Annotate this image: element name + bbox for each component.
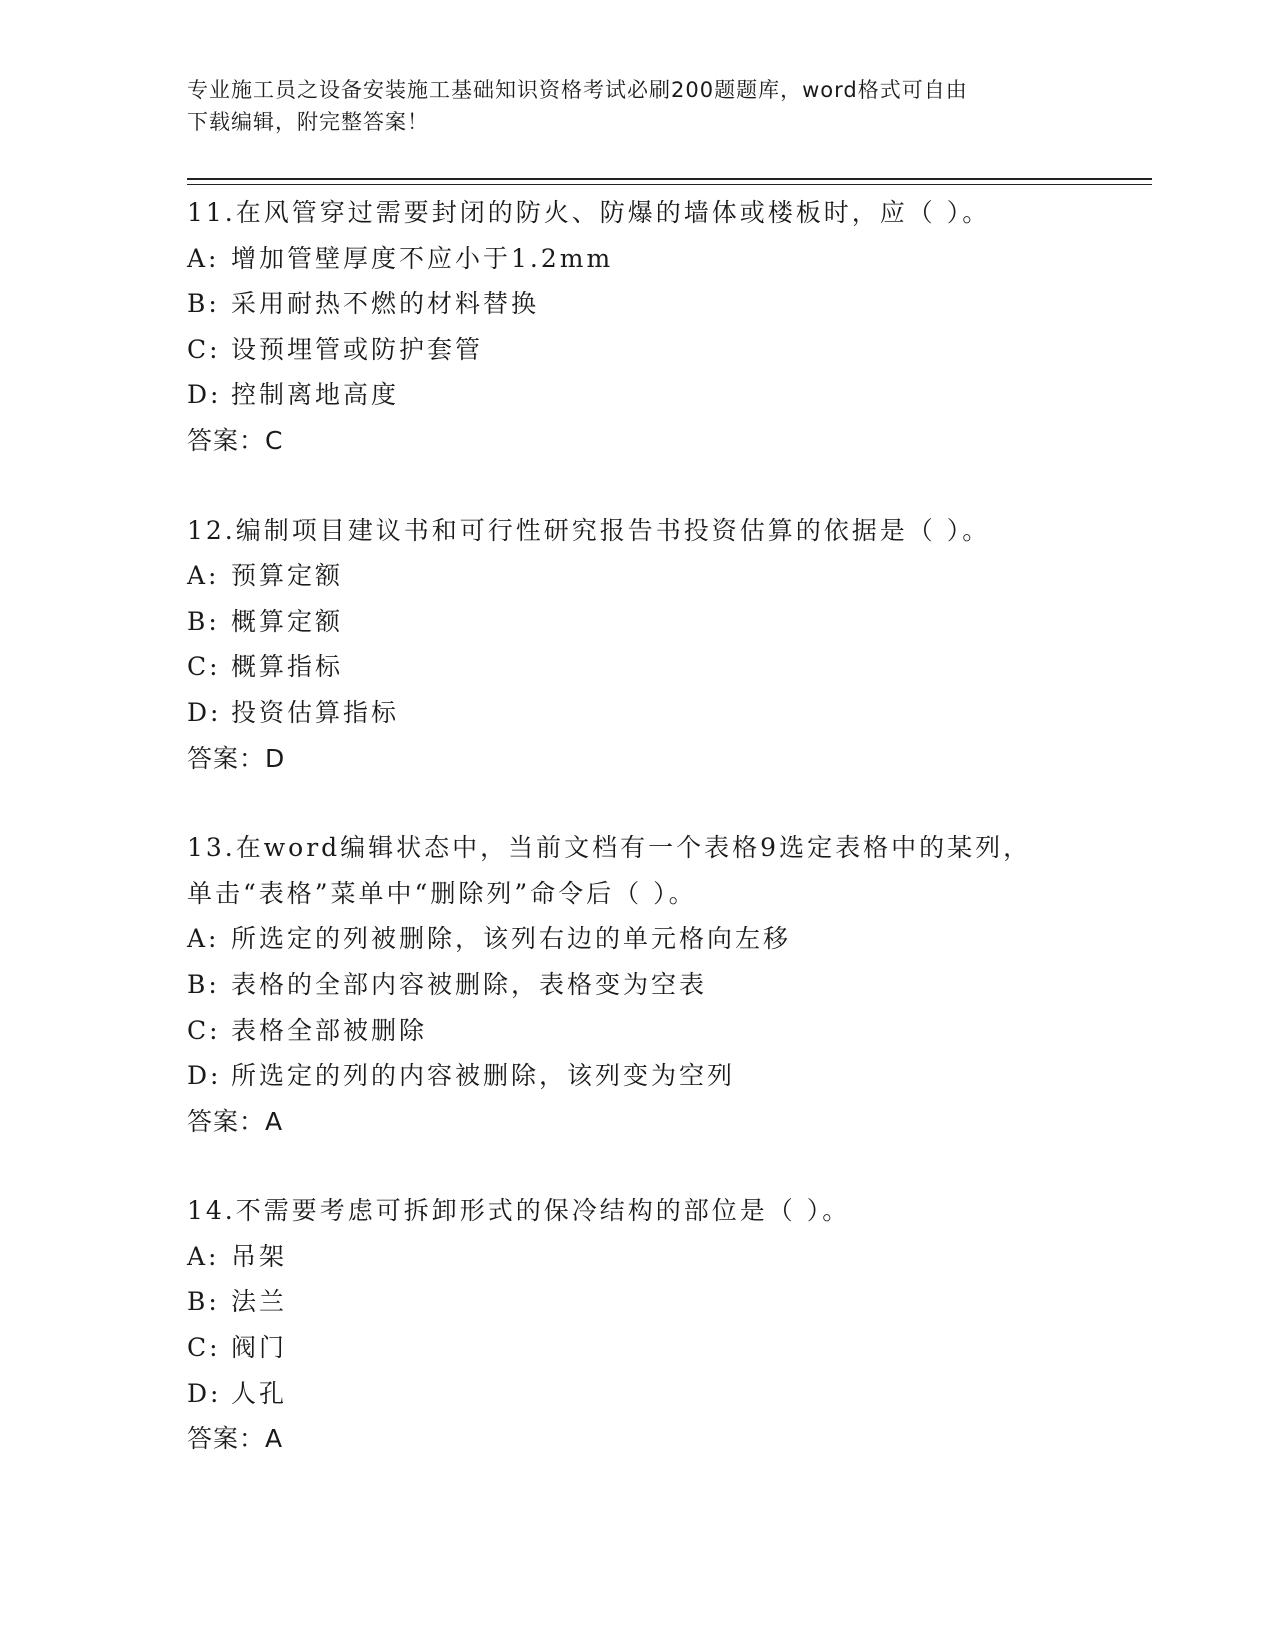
option-letter: C: (187, 652, 221, 682)
option-letter: D: (187, 1061, 222, 1091)
question-stem-continued: 单击“表格”菜单中“删除列”命令后（ ）。 (187, 878, 697, 908)
answer-line: 答案：A (187, 1424, 284, 1454)
option-text: 表格的全部内容被删除，表格变为空表 (231, 969, 708, 999)
option-text: 采用耐热不燃的材料替换 (231, 289, 540, 319)
question-stem: 11.在风管穿过需要封闭的防火、防爆的墙体或楼板时，应（ ）。 (187, 198, 991, 227)
option-text: 吊架 (231, 1241, 288, 1271)
document-header (187, 74, 1087, 138)
question-13 (187, 825, 1137, 1144)
option-text: 概算定额 (231, 606, 344, 636)
option-text: 所选定的列的内容被删除，该列变为空列 (231, 1061, 736, 1091)
option-a (187, 236, 1137, 282)
option-text: 控制离地高度 (231, 380, 400, 410)
question-12 (187, 508, 1137, 782)
option-text: 人孔 (231, 1378, 288, 1408)
option-text: 法兰 (231, 1287, 288, 1317)
option-letter: B: (187, 1287, 220, 1317)
option-text: 概算指标 (231, 652, 344, 682)
option-letter: B: (187, 289, 220, 319)
option-d (187, 372, 1137, 418)
question-14 (187, 1188, 1137, 1462)
option-letter: A: (187, 243, 220, 273)
option-b (187, 599, 1137, 645)
option-letter: A: (187, 561, 220, 591)
option-a (187, 1234, 1137, 1280)
option-letter: C: (187, 334, 221, 364)
option-d (187, 1371, 1137, 1417)
option-letter: A: (187, 924, 220, 954)
option-text: 设预埋管或防护套管 (231, 334, 484, 364)
option-letter: C: (187, 1015, 221, 1045)
option-text: 增加管壁厚度不应小于1.2mm (231, 243, 614, 273)
header-divider-thin (187, 184, 1152, 185)
option-d (187, 1053, 1137, 1099)
question-stem: 13.在word编辑状态中，当前文档有一个表格9选定表格中的某列， (187, 833, 1032, 863)
option-letter: D: (187, 1378, 222, 1408)
option-letter: A: (187, 1241, 220, 1271)
option-a (187, 553, 1137, 599)
option-b (187, 1279, 1137, 1325)
option-letter: C: (187, 1333, 221, 1363)
option-letter: B: (187, 969, 220, 999)
answer-line: 答案：A (187, 1106, 284, 1136)
question-stem: 12.编制项目建议书和可行性研究报告书投资估算的依据是（ ）。 (187, 515, 991, 545)
answer-line: 答案：C (187, 425, 284, 455)
option-text: 表格全部被删除 (231, 1015, 428, 1045)
option-a (187, 916, 1137, 962)
answer-line: 答案：D (187, 743, 286, 773)
option-c (187, 644, 1137, 690)
question-list (187, 190, 1137, 1506)
option-b (187, 962, 1137, 1008)
option-text: 所选定的列被删除，该列右边的单元格向左移 (231, 924, 792, 954)
option-b (187, 281, 1137, 327)
option-text: 阀门 (231, 1333, 288, 1363)
question-stem: 14.不需要考虑可拆卸形式的保冷结构的部位是（ ）。 (187, 1196, 851, 1226)
option-letter: B: (187, 606, 220, 636)
option-c (187, 1325, 1137, 1371)
option-c (187, 1008, 1137, 1054)
option-letter: D: (187, 697, 222, 727)
option-d (187, 690, 1137, 736)
option-text: 投资估算指标 (231, 697, 400, 727)
option-c (187, 327, 1137, 373)
header-line-1: 专业施工员之设备安装施工基础知识资格考试必刷200题题库，word格式可自由 (187, 78, 968, 102)
header-line-2: 下载编辑，附完整答案！ (187, 110, 429, 134)
option-letter: D: (187, 380, 222, 410)
option-text: 预算定额 (231, 561, 344, 591)
header-divider-thick (187, 178, 1152, 180)
question-11 (187, 190, 1137, 464)
